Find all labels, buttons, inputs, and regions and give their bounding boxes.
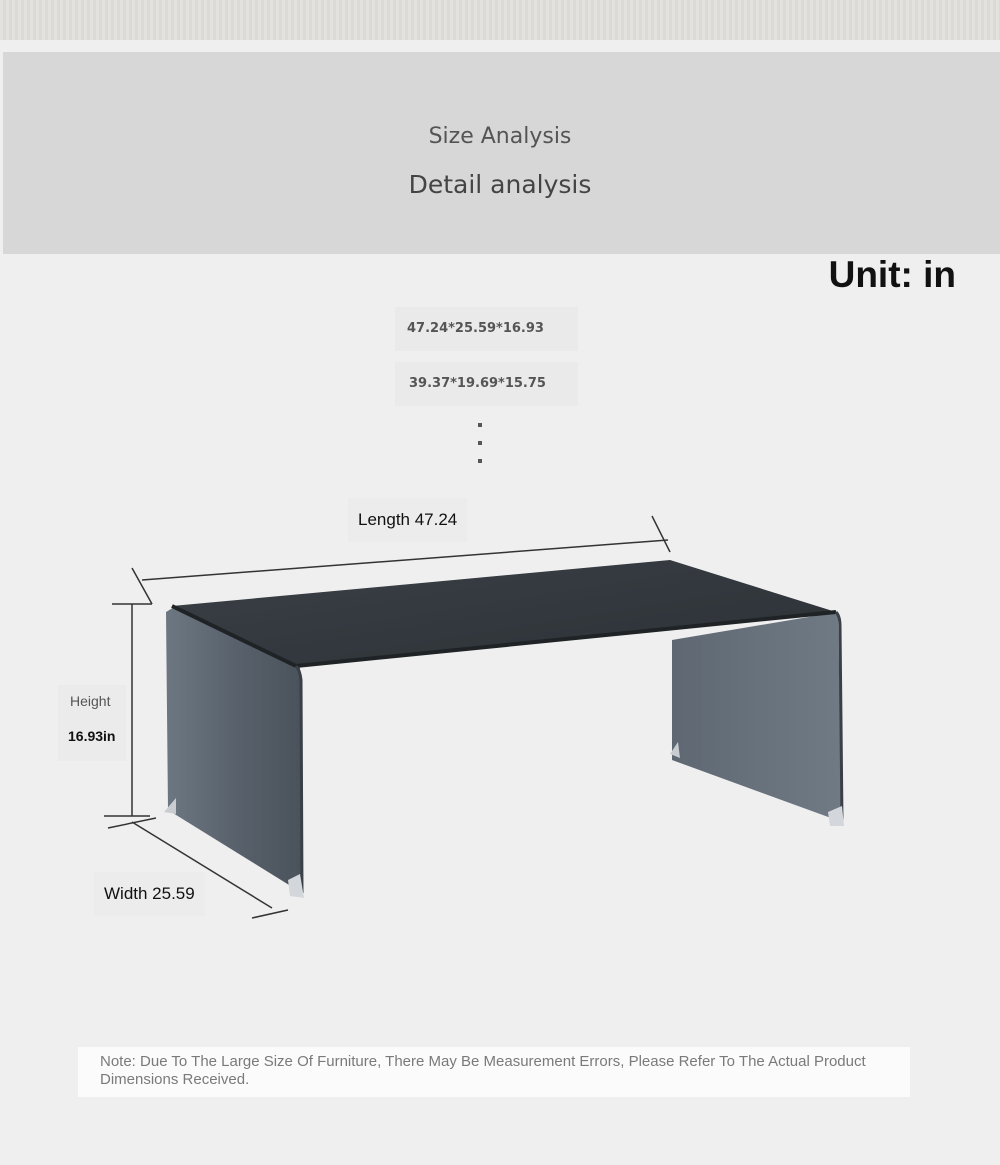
size-option-2: 39.37*19.69*15.75	[395, 362, 578, 406]
height-value: 16.93in	[68, 728, 116, 744]
height-title: Height	[70, 693, 111, 709]
unit-label: Unit: in	[828, 254, 956, 295]
height-label	[58, 685, 126, 761]
width-label: Width 25.59	[94, 872, 205, 916]
section-subtitle: Detail analysis	[408, 170, 592, 199]
measurement-note: Note: Due To The Large Size Of Furniture, There May Be Measurement Errors, Please Refer To The Actual Product Dimensions Received.	[78, 1047, 910, 1097]
section-title: Size Analysis	[428, 124, 572, 149]
right-leg	[672, 612, 842, 822]
length-label: Length 47.24	[348, 498, 467, 542]
size-option-1: 47.24*25.59*16.93	[395, 307, 578, 351]
